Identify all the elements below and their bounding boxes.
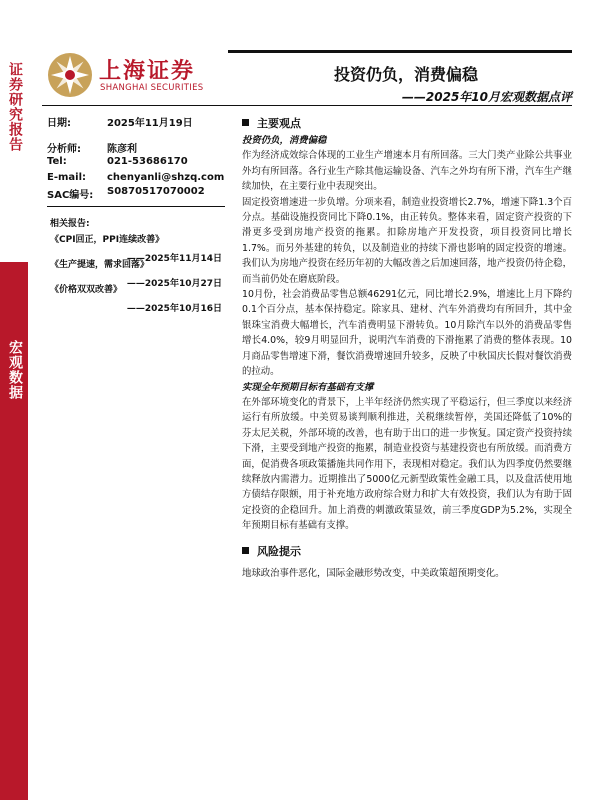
risk-text: 地球政治事件恶化，国际金融形势改变，中美政策超预期变化。 bbox=[242, 568, 505, 579]
section-key-points bbox=[242, 115, 301, 131]
main-body bbox=[242, 133, 572, 534]
paragraph-investment: 固定投资增速进一步负增。分项来看，制造业投资增长2.7%，增速下降1.3个百分点。基础设施投资同比下降0.1%，由正转负。整体来看，固定资产投资的下滑更多受到房地产投资的拖累。扣除房地产开发投资，项目投资同比增长1.7%。而另外基建的转负，以及制造业的持续下滑也影响的固定投资的增速。我们认为房地产投资在经历年初的大幅改善之后加速回落，地产投资仍待企稳，而当前仍处在磨底阶段。 bbox=[242, 196, 572, 285]
meta-sac-value: S0870517070002 bbox=[107, 186, 205, 197]
section-risk bbox=[242, 543, 301, 559]
meta-analyst-label: 分析师: bbox=[47, 144, 81, 155]
meta-email-label: E-mail: bbox=[47, 172, 87, 183]
meta-date bbox=[47, 114, 193, 129]
report-subtitle: ——2025年10月宏观数据点评 bbox=[401, 90, 572, 104]
related-reports-title: 相关报告: bbox=[50, 219, 90, 229]
meta-sac-label: SAC编号: bbox=[47, 190, 94, 201]
meta-email bbox=[47, 172, 225, 183]
related-report-title: 《CPI回正，PPI连续改善》 bbox=[50, 235, 165, 245]
meta-sac bbox=[47, 186, 205, 201]
paragraph-consumption: 10月份，社会消费品零售总额46291亿元，同比增长2.9%，增速比上月下降约0.1个百分点，基本保持稳定。除家具、建材、汽车外消费均有所回升，其中金银珠宝消费大幅增长，汽车消费明显下滑转负。10月除汽车以外的消费品零售增长4.0%，较9月明显回升，说明汽车消费的下滑拖累了消费的整体表现。10月商品零售增速下滑，餐饮消费增速回升较多，反映了中秋国庆长假对餐饮消费的拉动。 bbox=[242, 289, 572, 378]
section-bullet-icon bbox=[242, 119, 249, 126]
meta-tel bbox=[47, 156, 188, 167]
logo-mark-icon bbox=[47, 52, 93, 98]
report-title: 投资仍负，消费偏稳 bbox=[333, 65, 478, 84]
meta-divider bbox=[47, 206, 225, 207]
sidebar-label-macro: 宏观数据 bbox=[7, 340, 23, 400]
meta-analyst bbox=[47, 140, 137, 155]
logo-name-cn: 上海证券 bbox=[99, 59, 196, 84]
related-report-title: 《生产提速，需求回落》 bbox=[50, 260, 150, 270]
section-key-points-title: 主要观点 bbox=[257, 117, 301, 130]
meta-date-label: 日期: bbox=[47, 118, 71, 129]
header-divider bbox=[42, 105, 572, 106]
logo-name-en: SHANGHAI SECURITIES bbox=[100, 83, 204, 93]
sidebar-strip bbox=[0, 0, 28, 800]
meta-email-value[interactable]: chenyanli@shzq.com bbox=[107, 172, 225, 183]
meta-tel-label: Tel: bbox=[47, 156, 67, 167]
meta-tel-value: 021-53686170 bbox=[107, 156, 188, 167]
subheading-outlook: 实现全年预期目标有基础有支撑 bbox=[242, 381, 374, 393]
meta-date-value: 2025年11月19日 bbox=[107, 118, 193, 129]
section-risk-title: 风险提示 bbox=[257, 545, 301, 558]
sidebar-label-report: 证券研究报告 bbox=[7, 62, 23, 152]
paragraph-industry: 作为经济成效综合体现的工业生产增速本月有所回落。三大门类产业除公共事业外均有所回落。各行业生产除其他运输设备、汽车之外均有所下滑，汽车生产继续加快，在主要行业中表现突出。 bbox=[242, 150, 572, 193]
related-report-date: ——2025年10月16日 bbox=[126, 304, 222, 314]
section-bullet-icon bbox=[242, 547, 249, 554]
meta-analyst-value: 陈彦利 bbox=[107, 144, 137, 155]
paragraph-outlook: 在外部环境变化的背景下，上半年经济仍然实现了平稳运行，但三季度以来经济运行有所放缓。中美贸易谈判顺利推进，关税继续暂停，美国还降低了10%的芬太尼关税，外部环境的改善，也有助于出口的进一步恢复。国定资产投资持续下滑，主要受到地产投资的拖累，制造业投资与基建投资也有所放缓。而消费方面，促消费各项政策播施共同作用下，表现相对稳定。我们认为四季度仍然要继续释放内需潜力。近期推出了5000亿元新型政策性金融工具，以及盘活使用地方债结存限额，用于补充地方政府综合财力和扩大有效投资，我们认为有助于固定投资的企稳回升。加上消费的刺激政策显效，前三季度GDP为5.2%，实现全年预期目标有基础有支撑。 bbox=[242, 396, 572, 532]
company-logo bbox=[47, 52, 217, 100]
related-report-title: 《价格双双改善》 bbox=[50, 285, 123, 295]
related-report-date: ——2025年11月14日 bbox=[126, 254, 222, 264]
related-report-item[interactable] bbox=[50, 282, 222, 314]
subheading-investment: 投资仍负，消费偏稳 bbox=[242, 135, 327, 146]
related-report-date: ——2025年10月27日 bbox=[126, 279, 222, 289]
header-rule bbox=[228, 50, 572, 53]
